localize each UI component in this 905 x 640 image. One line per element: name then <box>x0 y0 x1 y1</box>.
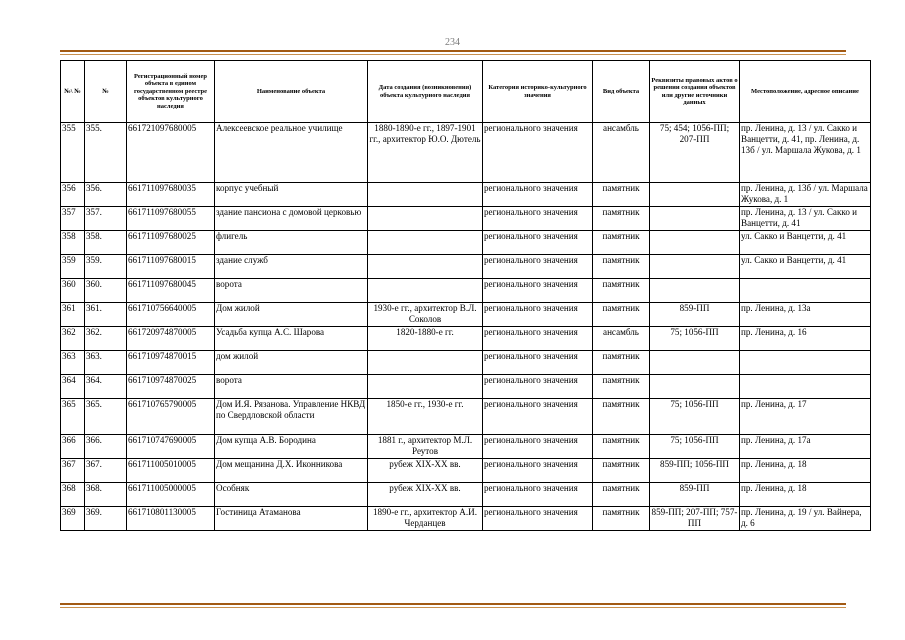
item-number: 360. <box>85 279 127 303</box>
legal-acts <box>650 207 740 231</box>
address: пр. Ленина, д. 16 <box>740 327 871 351</box>
table-row <box>61 459 871 483</box>
table-row <box>61 123 871 183</box>
table-row <box>61 399 871 435</box>
object-name: Дом мещанина Д.Х. Иконникова <box>215 459 368 483</box>
address: ул. Сакко и Ванцетти, д. 41 <box>740 255 871 279</box>
item-number: 368. <box>85 483 127 507</box>
object-name: Дом И.Я. Рязанова. Управление НКВД по Свердловской области <box>215 399 368 435</box>
item-number: 367. <box>85 459 127 483</box>
row-number: 369 <box>61 507 85 531</box>
creation-date: 1930-е гг., архитектор В.Л. Соколов <box>368 303 483 327</box>
item-number: 361. <box>85 303 127 327</box>
item-number: 366. <box>85 435 127 459</box>
object-type: памятник <box>593 399 650 435</box>
legal-acts <box>650 375 740 399</box>
category: регионального значения <box>483 207 593 231</box>
row-number: 359 <box>61 255 85 279</box>
object-name: ворота <box>215 375 368 399</box>
row-number: 361 <box>61 303 85 327</box>
creation-date <box>368 279 483 303</box>
category: регионального значения <box>483 351 593 375</box>
object-type: ансамбль <box>593 123 650 183</box>
address: пр. Ленина, д. 17а <box>740 435 871 459</box>
address: пр. Ленина, д. 18 <box>740 483 871 507</box>
table-row <box>61 231 871 255</box>
object-type: памятник <box>593 351 650 375</box>
category: регионального значения <box>483 435 593 459</box>
row-number: 365 <box>61 399 85 435</box>
address: ул. Сакко и Ванцетти, д. 41 <box>740 231 871 255</box>
row-number: 355 <box>61 123 85 183</box>
legal-acts: 859-ПП <box>650 483 740 507</box>
address: пр. Ленина, д. 13 / ул. Сакко и Ванцетти, д. 41 <box>740 207 871 231</box>
creation-date <box>368 183 483 207</box>
col-header-object-type: Вид объекта <box>593 61 650 123</box>
object-name: здание служб <box>215 255 368 279</box>
object-type: памятник <box>593 279 650 303</box>
registry-number: 661710974870025 <box>127 375 215 399</box>
registry-number: 661710801130005 <box>127 507 215 531</box>
category: регионального значения <box>483 483 593 507</box>
col-header-creation-date: Дата создания (возникновения) объекта культурного наследия <box>368 61 483 123</box>
creation-date: рубеж XIX-XX вв. <box>368 483 483 507</box>
category: регионального значения <box>483 183 593 207</box>
registry-number: 661710765790005 <box>127 399 215 435</box>
registry-number: 661711097680015 <box>127 255 215 279</box>
item-number: 358. <box>85 231 127 255</box>
object-type: памятник <box>593 507 650 531</box>
registry-number: 661711005000005 <box>127 483 215 507</box>
category: регионального значения <box>483 375 593 399</box>
col-header-address: Местоположение, адресное описание <box>740 61 871 123</box>
object-name: Дом купца А.В. Бородина <box>215 435 368 459</box>
table-row <box>61 183 871 207</box>
item-number: 363. <box>85 351 127 375</box>
registry-number: 661721097680005 <box>127 123 215 183</box>
creation-date: рубеж XIX-XX вв. <box>368 459 483 483</box>
address <box>740 351 871 375</box>
creation-date <box>368 375 483 399</box>
legal-acts <box>650 183 740 207</box>
legal-acts: 75; 454; 1056-ПП; 207-ПП <box>650 123 740 183</box>
legal-acts <box>650 351 740 375</box>
object-type: памятник <box>593 231 650 255</box>
category: регионального значения <box>483 303 593 327</box>
table-row <box>61 435 871 459</box>
object-name: флигель <box>215 231 368 255</box>
object-name: корпус учебный <box>215 183 368 207</box>
row-number: 366 <box>61 435 85 459</box>
category: регионального значения <box>483 231 593 255</box>
col-header-category: Категория историко-культурного значения <box>483 61 593 123</box>
address: пр. Ленина, д. 13 / ул. Сакко и Ванцетти, д. 41, пр. Ленина, д. 13б / ул. Маршала Жукова, д. 1 <box>740 123 871 183</box>
item-number: 365. <box>85 399 127 435</box>
registry-number: 661710756640005 <box>127 303 215 327</box>
creation-date <box>368 351 483 375</box>
category: регионального значения <box>483 399 593 435</box>
legal-acts <box>650 279 740 303</box>
page-number: 234 <box>445 37 460 48</box>
row-number: 360 <box>61 279 85 303</box>
row-number: 368 <box>61 483 85 507</box>
heritage-registry-table <box>60 60 871 531</box>
category: регионального значения <box>483 327 593 351</box>
creation-date <box>368 255 483 279</box>
row-number: 363 <box>61 351 85 375</box>
legal-acts: 75; 1056-ПП <box>650 327 740 351</box>
creation-date: 1850-е гг., 1930-е гг. <box>368 399 483 435</box>
col-header-row-number: №\ № <box>61 61 85 123</box>
category: регионального значения <box>483 255 593 279</box>
item-number: 369. <box>85 507 127 531</box>
row-number: 364 <box>61 375 85 399</box>
item-number: 355. <box>85 123 127 183</box>
object-type: памятник <box>593 459 650 483</box>
table-header-row <box>61 61 871 123</box>
address <box>740 279 871 303</box>
category: регионального значения <box>483 279 593 303</box>
legal-acts <box>650 255 740 279</box>
object-type: памятник <box>593 435 650 459</box>
table-row <box>61 507 871 531</box>
col-header-object-name: Наименование объекта <box>215 61 368 123</box>
object-name: Дом жилой <box>215 303 368 327</box>
object-type: памятник <box>593 303 650 327</box>
address: пр. Ленина, д. 17 <box>740 399 871 435</box>
address: пр. Ленина, д. 13б / ул. Маршала Жукова, д. 1 <box>740 183 871 207</box>
row-number: 362 <box>61 327 85 351</box>
address: пр. Ленина, д. 19 / ул. Вайнера, д. 6 <box>740 507 871 531</box>
top-divider <box>60 50 846 55</box>
object-type: ансамбль <box>593 327 650 351</box>
address: пр. Ленина, д. 13а <box>740 303 871 327</box>
address: пр. Ленина, д. 18 <box>740 459 871 483</box>
col-header-number: № <box>85 61 127 123</box>
legal-acts: 75; 1056-ПП <box>650 435 740 459</box>
object-name: Гостиница Атаманова <box>215 507 368 531</box>
registry-number: 661711097680035 <box>127 183 215 207</box>
registry-number: 661710747690005 <box>127 435 215 459</box>
creation-date: 1880-1890-е гг., 1897-1901 гг., архитектор Ю.О. Дютель <box>368 123 483 183</box>
object-name: здание пансиона с домовой церковью <box>215 207 368 231</box>
row-number: 358 <box>61 231 85 255</box>
object-type: памятник <box>593 207 650 231</box>
row-number: 367 <box>61 459 85 483</box>
bottom-divider <box>60 603 846 608</box>
table-row <box>61 207 871 231</box>
table-row <box>61 483 871 507</box>
address <box>740 375 871 399</box>
object-type: памятник <box>593 483 650 507</box>
row-number: 356 <box>61 183 85 207</box>
item-number: 362. <box>85 327 127 351</box>
legal-acts: 859-ПП; 1056-ПП <box>650 459 740 483</box>
object-name: Усадьба купца А.С. Шарова <box>215 327 368 351</box>
item-number: 356. <box>85 183 127 207</box>
col-header-legal-acts: Реквизиты правовых актов о решении создания объектов или другие источники данных <box>650 61 740 123</box>
item-number: 359. <box>85 255 127 279</box>
table-row <box>61 255 871 279</box>
creation-date <box>368 207 483 231</box>
registry-number: 661711097680025 <box>127 231 215 255</box>
category: регионального значения <box>483 507 593 531</box>
legal-acts: 859-ПП <box>650 303 740 327</box>
legal-acts: 859-ПП; 207-ПП; 757-ПП <box>650 507 740 531</box>
object-name: ворота <box>215 279 368 303</box>
legal-acts: 75; 1056-ПП <box>650 399 740 435</box>
registry-number: 661711005010005 <box>127 459 215 483</box>
table-row <box>61 303 871 327</box>
creation-date: 1890-е гг., архитектор А.И. Черданцев <box>368 507 483 531</box>
registry-number: 661711097680055 <box>127 207 215 231</box>
table-row <box>61 327 871 351</box>
object-name: Особняк <box>215 483 368 507</box>
object-type: памятник <box>593 255 650 279</box>
object-name: дом жилой <box>215 351 368 375</box>
creation-date: 1820-1880-е гг. <box>368 327 483 351</box>
col-header-registry-number: Регистрационный номер объекта в едином государственном реестре объектов культурного наследия <box>127 61 215 123</box>
object-name: Алексеевское реальное училище <box>215 123 368 183</box>
category: регионального значения <box>483 459 593 483</box>
category: регионального значения <box>483 123 593 183</box>
row-number: 357 <box>61 207 85 231</box>
registry-number: 661720974870005 <box>127 327 215 351</box>
creation-date <box>368 231 483 255</box>
object-type: памятник <box>593 183 650 207</box>
table-row <box>61 375 871 399</box>
legal-acts <box>650 231 740 255</box>
table-row <box>61 279 871 303</box>
registry-number: 661711097680045 <box>127 279 215 303</box>
table-row <box>61 351 871 375</box>
registry-number: 661710974870015 <box>127 351 215 375</box>
creation-date: 1881 г., архитектор М.Л. Реутов <box>368 435 483 459</box>
item-number: 357. <box>85 207 127 231</box>
item-number: 364. <box>85 375 127 399</box>
object-type: памятник <box>593 375 650 399</box>
